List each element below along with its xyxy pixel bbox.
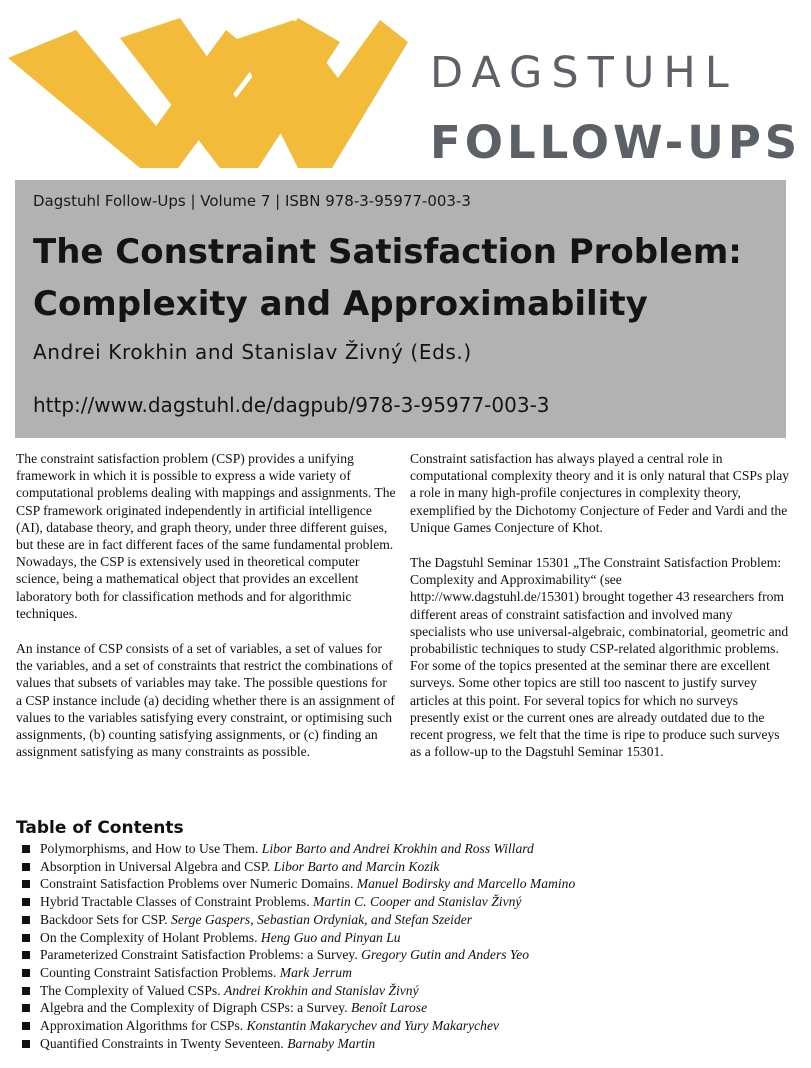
- toc-item-title: Approximation Algorithms for CSPs.: [40, 1018, 244, 1034]
- toc-item-title: The Complexity of Valued CSPs.: [40, 982, 221, 998]
- toc-item-title: Polymorphisms, and How to Use Them.: [40, 841, 259, 856]
- abstract-left-column: [16, 450, 396, 778]
- bullet-icon: [22, 863, 30, 871]
- bullet-icon: [22, 1022, 30, 1030]
- bullet-icon: [22, 969, 30, 977]
- toc-item-authors: Gregory Gutin and Anders Yeo: [361, 947, 530, 963]
- table-of-contents: [20, 840, 790, 1052]
- brand-name-line1: DAGSTUHL: [430, 48, 738, 98]
- bullet-icon: [22, 987, 30, 995]
- toc-item-title: Quantified Constraints in Twenty Seventeen.: [40, 1035, 284, 1051]
- toc-item-title: On the Complexity of Holant Problems.: [40, 929, 258, 945]
- toc-item[interactable]: [20, 1017, 790, 1035]
- toc-item-title: Hybrid Tractable Classes of Constraint Problems.: [40, 894, 310, 910]
- abstract-paragraph: Constraint satisfaction has always played a central role in computational complexity theory and it is only natural that CSPs play a role in many high-profile conjectures in complexity theory, exemplified by the Dichotomy Conjecture of Feder and Vardi and the Unique Games Conjecture of Khot.: [410, 451, 790, 535]
- bullet-icon: [22, 934, 30, 942]
- toc-item[interactable]: [20, 982, 790, 1000]
- toc-heading: Table of Contents: [16, 818, 184, 838]
- toc-item[interactable]: [20, 840, 790, 858]
- toc-item-authors: Heng Guo and Pinyan Lu: [260, 929, 401, 945]
- book-title-line1: The Constraint Satisfaction Problem:: [33, 232, 742, 272]
- bullet-icon: [22, 1040, 30, 1048]
- series-info: Dagstuhl Follow-Ups | Volume 7 | ISBN 978-3-95977-003-3: [33, 192, 471, 210]
- toc-item[interactable]: [20, 858, 790, 876]
- toc-item[interactable]: [20, 1035, 790, 1053]
- toc-item[interactable]: [20, 911, 790, 929]
- bullet-icon: [22, 898, 30, 906]
- toc-item[interactable]: [20, 964, 790, 982]
- bullet-icon: [22, 951, 30, 959]
- abstract-paragraph: The constraint satisfaction problem (CSP) provides a unifying framework in which it is possible to express a wide variety of computational problems dealing with mappings and assignments. The CSP framework originated independently in artificial intelligence (AI), database theory, and graph theory, under three different guises, but these are in fact different faces of the same fundamental problem. Nowadays, the CSP is extensively used in theoretical computer science, being a mathematical object that provides an excellent laboratory both for classification methods and for algorithmic techniques.: [16, 451, 396, 621]
- toc-item[interactable]: [20, 946, 790, 964]
- toc-item-title: Counting Constraint Satisfaction Problems.: [40, 964, 277, 980]
- bullet-icon: [22, 880, 30, 888]
- toc-item-authors: Libor Barto and Marcin Kozik: [273, 858, 440, 874]
- toc-item-title: Backdoor Sets for CSP.: [40, 911, 168, 927]
- toc-item-authors: Manuel Bodirsky and Marcello Mamino: [356, 876, 576, 892]
- toc-item-authors: Serge Gaspers, Sebastian Ordyniak, and Stefan Szeider: [171, 911, 473, 927]
- editors: Andrei Krokhin and Stanislav Živný (Eds.): [33, 340, 472, 364]
- book-title: [33, 226, 783, 330]
- toc-item-title: Parameterized Constraint Satisfaction Problems: a Survey.: [40, 947, 358, 963]
- abstract-paragraph: The Dagstuhl Seminar 15301 „The Constraint Satisfaction Problem: Complexity and Approximability“ (see http://www.dagstuhl.de/15301) brought together 43 researchers from different areas of constraint satisfaction and involved many specialists who use universal-algebraic, combinatorial, geometric and probabilistic techniques to study CSP-related algorithmic problems. For some of the topics presented at the seminar there are excellent surveys. Some other topics are still too nascent to justify survey articles at this point. For several topics for which no surveys presently exist or the current ones are already outdated due to the recent progress, we felt that the time is ripe to produce such surveys as a follow-up to the Dagstuhl Seminar 15301.: [410, 555, 789, 760]
- toc-item-authors: Konstantin Makarychev and Yury Makarychev: [246, 1018, 500, 1034]
- toc-item-authors: Libor Barto and Andrei Krokhin and Ross Willard: [261, 841, 534, 856]
- toc-item-authors: Benoît Larose: [350, 1000, 428, 1016]
- abstract-paragraph: An instance of CSP consists of a set of variables, a set of values for the variables, and a set of constraints that restrict the combinations of values that subsets of variables may take. The possible questions for a CSP instance include (a) deciding whether there is an assignment of values to the variables satisfying every constraint, or optimising such assignments, (b) counting satisfying assignments, or (c) finding an assignment satisfying as many constraints as possible.: [16, 641, 395, 760]
- bullet-icon: [22, 1004, 30, 1012]
- toc-item-title: Constraint Satisfaction Problems over Numeric Domains.: [40, 876, 354, 892]
- title-banner: [15, 180, 786, 438]
- toc-item[interactable]: [20, 875, 790, 893]
- toc-item-title: Absorption in Universal Algebra and CSP.: [40, 858, 271, 874]
- toc-item[interactable]: [20, 929, 790, 947]
- bullet-icon: [22, 916, 30, 924]
- brand-name-line2: FOLLOW-UPS: [430, 116, 802, 169]
- abstract-right-column: [410, 450, 790, 778]
- dagstuhl-logo: [8, 18, 408, 183]
- volume-url[interactable]: http://www.dagstuhl.de/dagpub/978-3-95977-003-3: [33, 393, 550, 417]
- book-title-line2: Complexity and Approximability: [33, 284, 648, 324]
- toc-item[interactable]: [20, 893, 790, 911]
- bullet-icon: [22, 845, 30, 853]
- toc-item-authors: Barnaby Martin: [287, 1035, 376, 1051]
- toc-item-title: Algebra and the Complexity of Digraph CSPs: a Survey.: [40, 1000, 348, 1016]
- toc-item-authors: Andrei Krokhin and Stanislav Živný: [224, 982, 419, 998]
- toc-item-authors: Martin C. Cooper and Stanislav Živný: [313, 894, 522, 910]
- toc-item-authors: Mark Jerrum: [279, 964, 352, 980]
- toc-item[interactable]: [20, 999, 790, 1017]
